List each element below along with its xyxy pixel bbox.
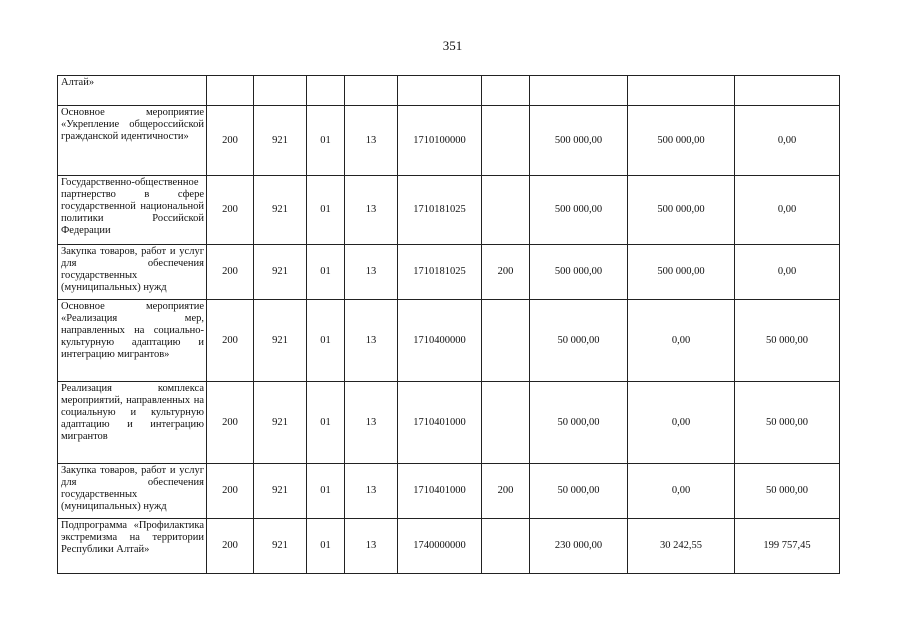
cell-column-6 [482,176,530,245]
cell-column-4: 13 [345,245,398,300]
row-name: Реализация комплекса мероприятий, направленных на социальную и культурную адаптацию и интеграцию мигрантов [58,382,207,464]
cell-column-5: 1710401000 [398,382,482,464]
cell-column-4 [345,76,398,106]
cell-column-6 [482,76,530,106]
cell-column-3: 01 [307,106,345,176]
row-name: Подпрограмма «Профилактика экстремизма на территории Республики Алтай» [58,519,207,574]
cell-column-3: 01 [307,464,345,519]
cell-column-8: 500 000,00 [628,176,735,245]
cell-column-9: 0,00 [735,176,840,245]
cell-column-9: 0,00 [735,245,840,300]
cell-column-8: 30 242,55 [628,519,735,574]
cell-column-3 [307,76,345,106]
cell-column-2: 921 [254,106,307,176]
cell-column-7: 50 000,00 [530,300,628,382]
cell-column-7: 230 000,00 [530,519,628,574]
cell-column-8: 0,00 [628,300,735,382]
cell-column-1: 200 [207,245,254,300]
budget-table [57,75,840,574]
cell-column-4: 13 [345,106,398,176]
table-row [58,245,840,300]
cell-column-2 [254,76,307,106]
cell-column-3: 01 [307,245,345,300]
cell-column-2: 921 [254,464,307,519]
cell-column-5: 1710401000 [398,464,482,519]
table-row [58,519,840,574]
cell-column-5: 1710100000 [398,106,482,176]
cell-column-1: 200 [207,106,254,176]
table-row [58,382,840,464]
cell-column-3: 01 [307,382,345,464]
cell-column-9: 50 000,00 [735,464,840,519]
cell-column-1: 200 [207,300,254,382]
cell-column-7: 50 000,00 [530,464,628,519]
cell-column-5: 1710181025 [398,245,482,300]
cell-column-7: 500 000,00 [530,245,628,300]
cell-column-2: 921 [254,382,307,464]
cell-column-2: 921 [254,300,307,382]
cell-column-2: 921 [254,245,307,300]
cell-column-6 [482,106,530,176]
page-number: 351 [442,38,463,53]
cell-column-5: 1710181025 [398,176,482,245]
row-name: Основное мероприятие «Реализация мер, направленных на социально-культурную адаптацию и интеграцию мигрантов» [58,300,207,382]
cell-column-9: 0,00 [735,106,840,176]
cell-column-3: 01 [307,300,345,382]
cell-column-5 [398,76,482,106]
cell-column-6 [482,519,530,574]
cell-column-4: 13 [345,464,398,519]
cell-column-7: 500 000,00 [530,106,628,176]
cell-column-6 [482,300,530,382]
cell-column-7: 50 000,00 [530,382,628,464]
cell-column-3: 01 [307,176,345,245]
row-name: Государственно-общественное партнерство в сфере государственной национальной политики Российской Федерации [58,176,207,245]
row-name: Закупка товаров, работ и услуг для обеспечения государственных (муниципальных) нужд [58,245,207,300]
cell-column-4: 13 [345,382,398,464]
cell-column-9: 199 757,45 [735,519,840,574]
cell-column-4: 13 [345,176,398,245]
cell-column-7: 500 000,00 [530,176,628,245]
cell-column-8: 500 000,00 [628,245,735,300]
row-name: Алтай» [58,76,207,106]
cell-column-1: 200 [207,519,254,574]
cell-column-3: 01 [307,519,345,574]
cell-column-2: 921 [254,519,307,574]
cell-column-7 [530,76,628,106]
cell-column-1: 200 [207,382,254,464]
cell-column-4: 13 [345,519,398,574]
cell-column-6: 200 [482,464,530,519]
row-name: Основное мероприятие «Укрепление общероссийской гражданской идентичности» [58,106,207,176]
table-row [58,76,840,106]
cell-column-5: 1740000000 [398,519,482,574]
cell-column-9: 50 000,00 [735,382,840,464]
cell-column-9: 50 000,00 [735,300,840,382]
cell-column-4: 13 [345,300,398,382]
cell-column-9 [735,76,840,106]
cell-column-6: 200 [482,245,530,300]
cell-column-1: 200 [207,464,254,519]
cell-column-1 [207,76,254,106]
cell-column-6 [482,382,530,464]
cell-column-8 [628,76,735,106]
cell-column-8: 500 000,00 [628,106,735,176]
cell-column-1: 200 [207,176,254,245]
table-row [58,300,840,382]
table-row [58,176,840,245]
row-name: Закупка товаров, работ и услуг для обеспечения государственных (муниципальных) нужд [58,464,207,519]
table-row [58,106,840,176]
cell-column-8: 0,00 [628,382,735,464]
cell-column-2: 921 [254,176,307,245]
table-row [58,464,840,519]
cell-column-8: 0,00 [628,464,735,519]
cell-column-5: 1710400000 [398,300,482,382]
